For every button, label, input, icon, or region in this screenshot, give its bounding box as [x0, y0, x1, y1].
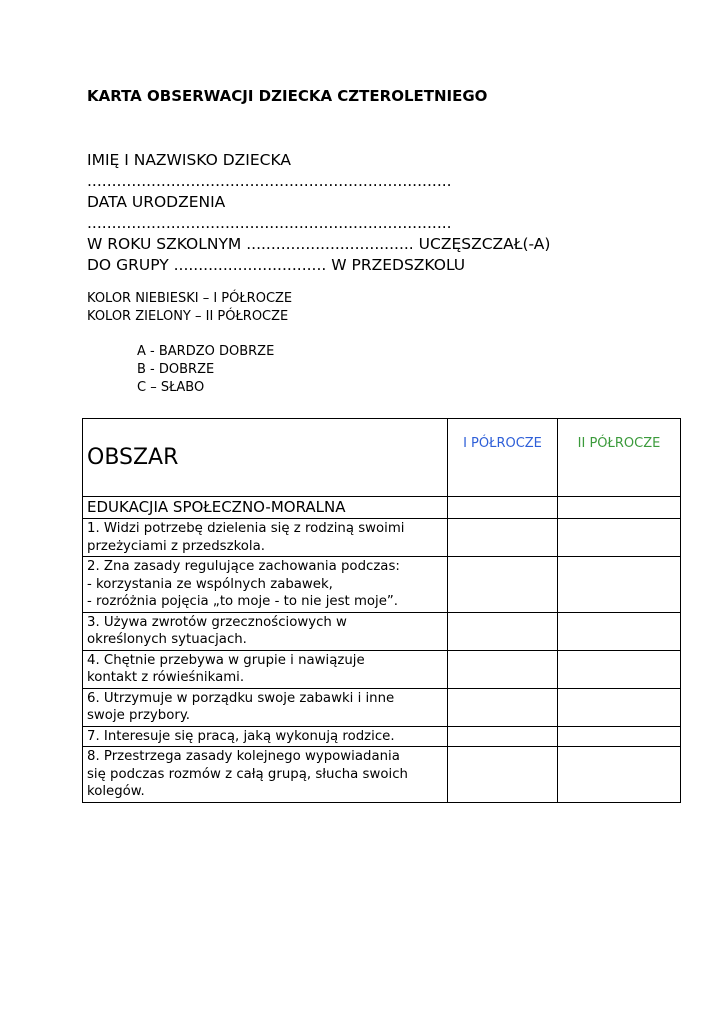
- birth-date-blank: ..........................................................................: [87, 214, 452, 232]
- page-title: KARTA OBSERWACJI DZIECKA CZTEROLETNIEGO: [87, 87, 488, 105]
- table-row: [83, 650, 681, 688]
- child-info-fields: [87, 150, 550, 276]
- item-line: 7. Interesuje się pracą, jaką wykonują rodzice.: [87, 728, 395, 744]
- observation-table: [82, 418, 681, 803]
- item-text: [83, 650, 448, 688]
- item-line: się podczas rozmów z całą grupą, słucha swoich: [87, 766, 408, 782]
- item-line: 1. Widzi potrzebę dzielenia się z rodziną swoimi: [87, 521, 405, 536]
- item-sem1-cell[interactable]: [448, 519, 558, 557]
- semester-color-legend: [87, 290, 292, 326]
- item-line: - korzystania ze wspólnych zabawek,: [87, 576, 333, 592]
- item-line: określonych sytuacjach.: [87, 632, 247, 647]
- table-row: [83, 747, 681, 803]
- item-line: 2. Zna zasady regulujące zachowania podczas:: [87, 559, 400, 574]
- birth-date-label: DATA URODZENIA: [87, 193, 226, 211]
- item-line: 4. Chętnie przebywa w grupie i nawiązuje: [87, 652, 365, 668]
- item-text: [83, 519, 448, 557]
- child-name-label: IMIĘ I NAZWISKO DZIECKA: [87, 151, 291, 169]
- table-row: [83, 688, 681, 726]
- item-line: 3. Używa zwrotów grzecznościowych w: [87, 614, 347, 630]
- item-line: 8. Przestrzega zasady kolejnego wypowiadania: [87, 749, 400, 764]
- item-sem2-cell[interactable]: [558, 726, 681, 747]
- item-text: [83, 557, 448, 613]
- item-sem2-cell[interactable]: [558, 688, 681, 726]
- table-header-row: [83, 419, 681, 497]
- item-sem2-cell[interactable]: [558, 557, 681, 613]
- item-text: [83, 612, 448, 650]
- item-sem1-cell[interactable]: [448, 557, 558, 613]
- item-sem1-cell[interactable]: [448, 650, 558, 688]
- grade-c: C – SŁABO: [137, 380, 205, 395]
- item-text: [83, 726, 448, 747]
- group-line: DO GRUPY ............................... W PRZEDSZKOLU: [87, 256, 466, 274]
- table-row: [83, 557, 681, 613]
- item-sem2-cell[interactable]: [558, 650, 681, 688]
- semester-2-header: II PÓŁROCZE: [558, 419, 681, 497]
- item-sem1-cell[interactable]: [448, 612, 558, 650]
- grade-legend: [137, 343, 274, 397]
- school-year-line: W ROKU SZKOLNYM .................................. UCZĘSZCZAŁ(-A): [87, 235, 551, 253]
- item-sem1-cell[interactable]: [448, 726, 558, 747]
- item-text: [83, 688, 448, 726]
- item-sem2-cell[interactable]: [558, 747, 681, 803]
- item-line: kontakt z rówieśnikami.: [87, 670, 245, 685]
- section-sem1-cell[interactable]: [448, 497, 558, 519]
- item-sem1-cell[interactable]: [448, 747, 558, 803]
- item-line: kolegów.: [87, 784, 145, 799]
- section-sem2-cell[interactable]: [558, 497, 681, 519]
- legend-semester-2: KOLOR ZIELONY – II PÓŁROCZE: [87, 309, 289, 324]
- child-name-blank: ..........................................................................: [87, 172, 452, 190]
- item-sem2-cell[interactable]: [558, 612, 681, 650]
- section-row: [83, 497, 681, 519]
- semester-1-header: I PÓŁROCZE: [448, 419, 558, 497]
- table-row: [83, 612, 681, 650]
- section-title: EDUKACJIA SPOŁECZNO-MORALNA: [83, 497, 448, 519]
- item-line: - rozróżnia pojęcia „to moje - to nie jest moje”.: [87, 594, 399, 609]
- item-text: [83, 747, 448, 803]
- grade-b: B - DOBRZE: [137, 362, 215, 377]
- item-line: swoje przybory.: [87, 708, 191, 723]
- grade-a: A - BARDZO DOBRZE: [137, 344, 275, 359]
- item-sem2-cell[interactable]: [558, 519, 681, 557]
- item-sem1-cell[interactable]: [448, 688, 558, 726]
- item-line: 6. Utrzymuje w porządku swoje zabawki i inne: [87, 690, 395, 706]
- table-row: [83, 726, 681, 747]
- legend-semester-1: KOLOR NIEBIESKI – I PÓŁROCZE: [87, 291, 293, 306]
- table-row: [83, 519, 681, 557]
- area-header: OBSZAR: [83, 419, 448, 497]
- item-line: przeżyciami z przedszkola.: [87, 538, 265, 554]
